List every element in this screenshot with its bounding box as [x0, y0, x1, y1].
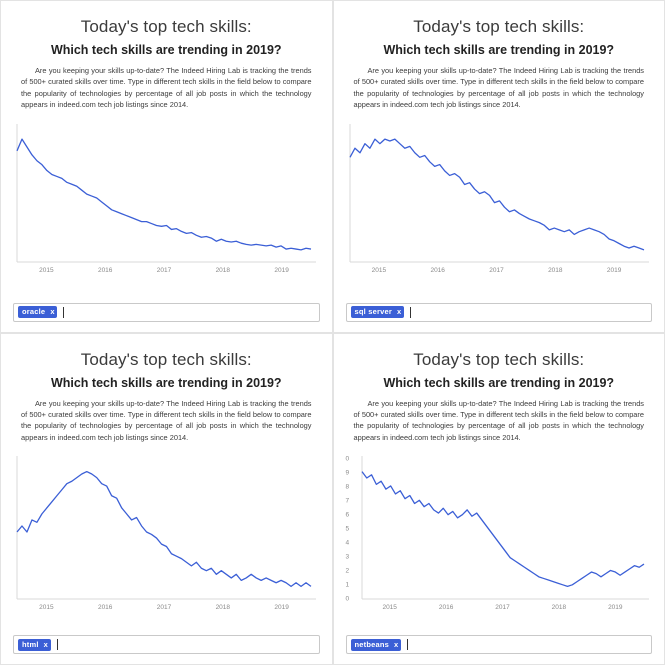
page-title: Today's top tech skills: — [80, 349, 252, 369]
chart-html — [13, 453, 320, 618]
x-tick-label: 2017 — [156, 604, 172, 612]
x-tick-label: 2018 — [215, 604, 231, 612]
y-tick-label: 5 — [345, 525, 350, 533]
page-title: Today's top tech skills: — [413, 17, 585, 36]
x-tick-label: 2019 — [274, 266, 289, 274]
text-caret — [57, 639, 58, 650]
line-chart-svg — [13, 121, 317, 266]
panel-description: Are you keeping your skills up-to-date? The Indeed Hiring Lab is tracking the trends of 500+ curated skills over time. Type in different tech skills in the field below to compare the popularity of technologies by percentage of all job posts in which the technology appears in indeed.com tech job listings since 2014. — [353, 66, 644, 110]
chart-oracle — [13, 121, 320, 281]
y-tick-label: 8 — [345, 483, 350, 491]
y-tick-label: 1 — [345, 581, 350, 589]
close-icon[interactable]: x — [396, 307, 402, 317]
x-axis-labels — [346, 604, 653, 618]
skill-tag-label: oracle — [22, 307, 46, 317]
y-axis-labels — [346, 453, 360, 618]
y-tick-label: 3 — [345, 553, 350, 561]
line-chart-svg — [13, 453, 317, 603]
x-tick-label: 2016 — [97, 266, 113, 274]
y-tick-label: 9 — [345, 469, 350, 477]
panel-description: Are you keeping your skills up-to-date? The Indeed Hiring Lab is tracking the trends of 500+ curated skills over time. Type in different tech skills in the field below to compare the popularity of technologies by percentage of all job posts in which the technology appears in indeed.com tech job listings since 2014. — [21, 398, 312, 442]
x-axis-labels — [13, 267, 320, 281]
y-tick-label: 7 — [345, 497, 350, 505]
x-tick-label: 2016 — [430, 266, 445, 274]
close-icon[interactable]: x — [394, 639, 399, 649]
panel-netbeans — [333, 333, 665, 665]
x-tick-label: 2015 — [39, 604, 54, 612]
text-caret — [407, 639, 408, 650]
chart-netbeans — [346, 453, 653, 618]
close-icon[interactable]: x — [50, 307, 55, 317]
panel-description: Are you keeping your skills up-to-date? The Indeed Hiring Lab is tracking the trends of 500+ curated skills over time. Type in different tech skills in the field below to compare the popularity of technologies by percentage of all job posts in which the technology appears in indeed.com tech job listings since 2014. — [21, 66, 312, 110]
x-tick-label: 2019 — [606, 266, 622, 274]
y-tick-label: 0 — [345, 595, 350, 603]
search-input[interactable] — [13, 303, 320, 322]
page-title: Today's top tech skills: — [80, 17, 252, 36]
x-tick-label: 2018 — [215, 266, 231, 274]
x-tick-label: 2015 — [371, 266, 387, 274]
page-title: Today's top tech skills: — [413, 349, 585, 369]
panel-html — [0, 333, 333, 665]
x-tick-label: 2018 — [551, 604, 567, 612]
y-tick-label: 2 — [345, 567, 350, 575]
x-tick-label: 2017 — [495, 604, 510, 612]
skill-tag-html[interactable] — [18, 639, 51, 651]
skill-tag-oracle[interactable] — [18, 306, 57, 318]
text-caret — [63, 307, 64, 318]
page-subtitle: Which tech skills are trending in 2019? — [383, 43, 615, 57]
skill-tag-label: html — [22, 639, 39, 649]
page-subtitle: Which tech skills are trending in 2019? — [50, 43, 282, 57]
skill-tag-sql-server[interactable] — [351, 306, 405, 318]
panel-sql-server — [333, 0, 665, 333]
y-tick-label: 4 — [345, 539, 350, 547]
line-chart-svg — [346, 453, 650, 603]
x-tick-label: 2015 — [382, 604, 397, 612]
search-input[interactable] — [13, 635, 320, 654]
x-axis-labels — [346, 267, 653, 281]
line-chart-svg — [346, 121, 650, 266]
x-tick-label: 2017 — [489, 266, 504, 274]
chart-sql-server — [346, 121, 653, 281]
close-icon[interactable]: x — [43, 639, 48, 649]
text-caret — [410, 307, 411, 318]
x-axis-labels — [13, 604, 320, 618]
y-tick-label: 6 — [345, 511, 350, 519]
x-tick-label: 2019 — [608, 604, 623, 612]
x-tick-label: 2015 — [39, 266, 54, 274]
skill-tag-netbeans[interactable] — [351, 639, 402, 651]
panel-oracle — [0, 0, 333, 333]
y-tick-label: 0 — [345, 455, 350, 463]
skill-tag-label: sql server — [354, 307, 392, 317]
skill-tag-label: netbeans — [354, 639, 390, 649]
panel-description: Are you keeping your skills up-to-date? The Indeed Hiring Lab is tracking the trends of 500+ curated skills over time. Type in different tech skills in the field below to compare the popularity of technologies by percentage of all job posts in which the technology appears in indeed.com tech job listings since 2014. — [353, 398, 644, 442]
x-tick-label: 2016 — [97, 604, 113, 612]
search-input[interactable] — [346, 303, 653, 322]
page-subtitle: Which tech skills are trending in 2019? — [383, 375, 615, 390]
x-tick-label: 2019 — [274, 604, 289, 612]
x-tick-label: 2018 — [548, 266, 563, 274]
x-tick-label: 2017 — [156, 266, 172, 274]
x-tick-label: 2016 — [438, 604, 454, 612]
search-input[interactable] — [346, 635, 653, 654]
page-subtitle: Which tech skills are trending in 2019? — [50, 375, 282, 390]
